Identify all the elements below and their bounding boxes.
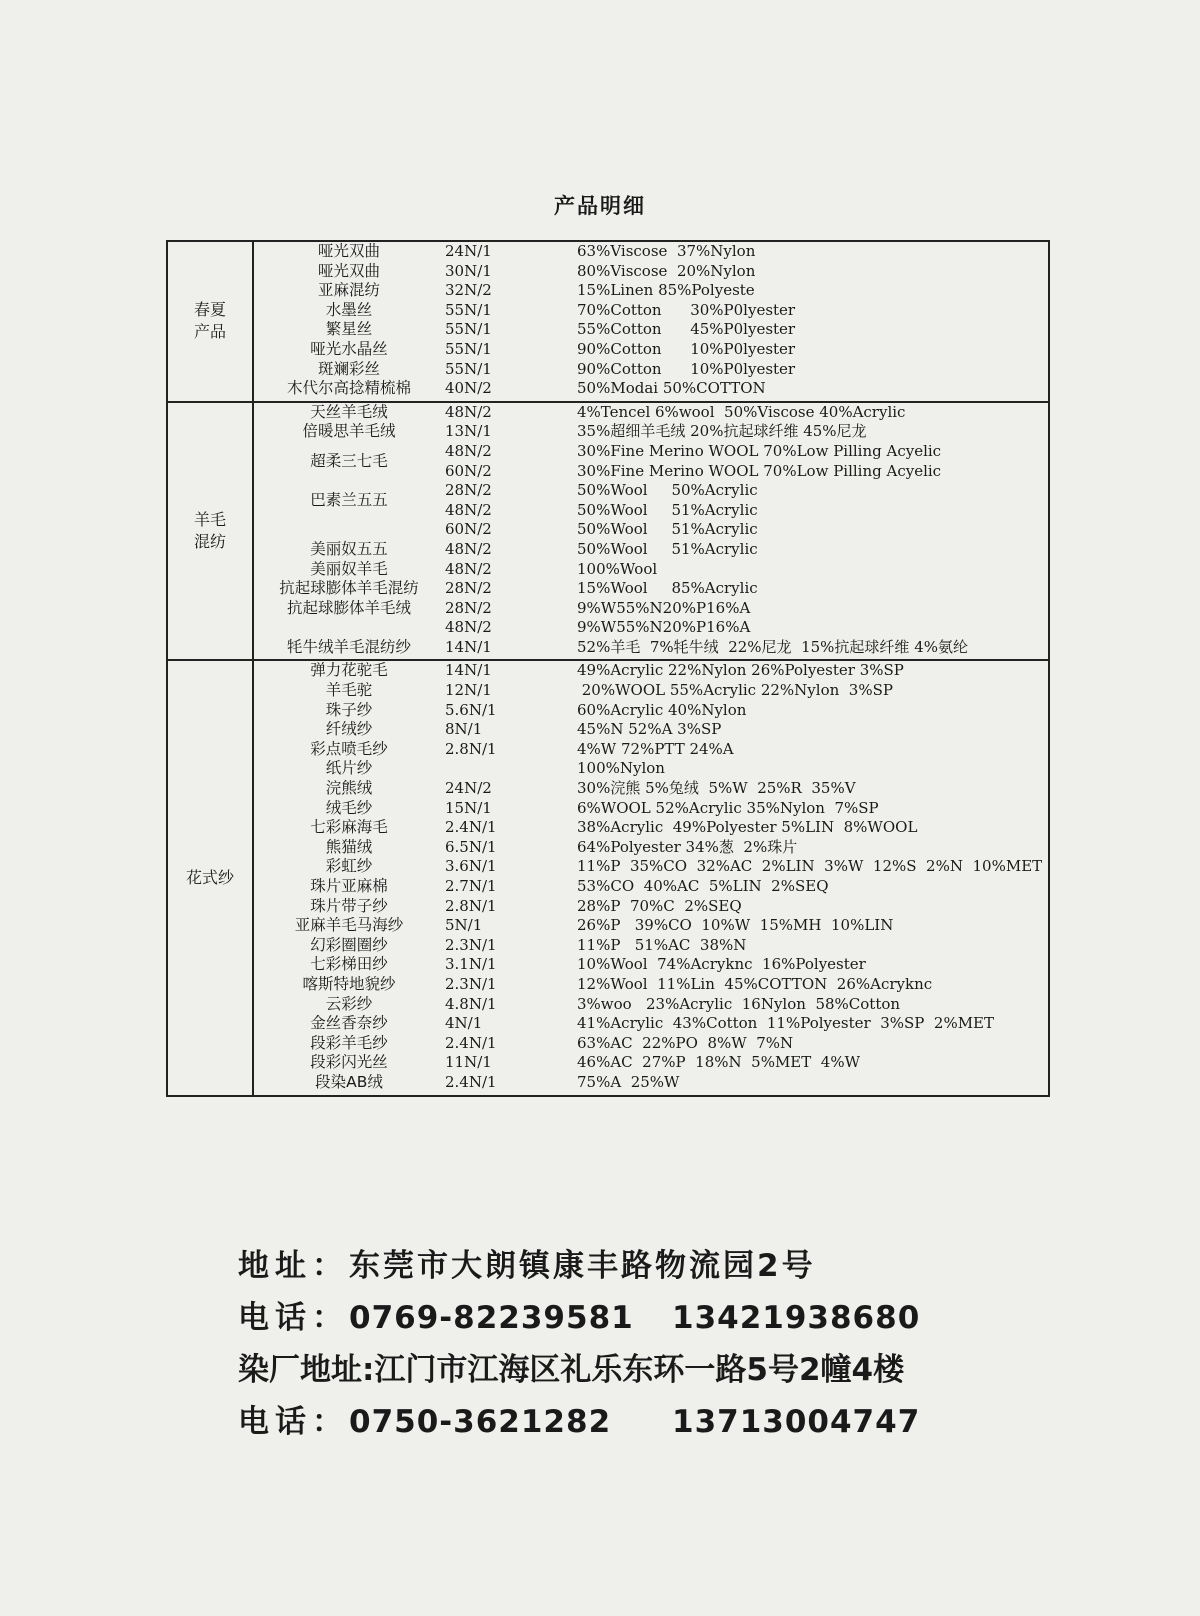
composition: 50%Wool 51%Acrylic — [577, 539, 758, 558]
composition: 12%Wool 11%Lin 45%COTTON 26%Acryknc — [577, 974, 933, 993]
composition: 52%羊毛 7%牦牛绒 22%尼龙 15%抗起球纤维 4%氨纶 — [577, 637, 968, 656]
table-row — [254, 242, 1048, 262]
product-name: 超柔三七毛 — [310, 451, 388, 470]
yarn-count: 4N/1 — [445, 1014, 483, 1033]
yarn-count: 11N/1 — [445, 1053, 492, 1072]
product-name: 段彩闪光丝 — [310, 1053, 388, 1072]
yarn-count: 5N/1 — [445, 916, 483, 935]
yarn-count: 48N/2 — [445, 559, 492, 578]
yarn-count: 40N/2 — [445, 379, 492, 398]
yarn-count: 2.7N/1 — [445, 877, 497, 895]
phone-2: 13421938680 — [672, 1300, 921, 1336]
composition: 100%Nylon — [577, 759, 665, 778]
factory-address-line — [238, 1344, 904, 1396]
yarn-count: 32N/2 — [445, 281, 492, 300]
table-section — [168, 242, 1048, 403]
composition: 90%Cotton 10%P0lyester — [577, 339, 796, 358]
composition: 50%Wool 51%Acrylic — [577, 500, 758, 519]
composition: 50%Wool 50%Acrylic — [577, 481, 758, 500]
product-name: 亚麻混纺 — [317, 281, 380, 300]
yarn-count: 48N/2 — [445, 402, 492, 421]
factory-phone-line — [238, 1396, 921, 1448]
yarn-count: 60N/2 — [445, 520, 492, 539]
table-row — [254, 995, 1048, 1015]
composition: 60%Acrylic 40%Nylon — [577, 700, 747, 719]
yarn-count: 55N/1 — [445, 359, 492, 378]
composition: 30%浣熊 5%兔绒 5%W 25%R 35%V — [577, 779, 856, 798]
composition: 26%P 39%CO 10%W 15%MH 10%LIN — [577, 916, 894, 935]
composition: 50%Modai 50%COTTON — [577, 379, 766, 398]
product-name: 七彩梯田纱 — [310, 955, 388, 974]
table-row — [254, 877, 1048, 897]
product-name: 美丽奴五五 — [310, 539, 388, 558]
yarn-count: 24N/1 — [445, 242, 492, 260]
composition: 45%N 52%A 3%SP — [577, 720, 722, 739]
product-name: 繁星丝 — [325, 320, 373, 339]
table-row — [254, 441, 1048, 470]
composition: 15%Wool 85%Acrylic — [577, 579, 758, 598]
address-value: 东莞市大朗镇康丰路物流园2号 — [349, 1248, 816, 1284]
composition: 50%Wool 51%Acrylic — [577, 520, 758, 539]
yarn-count: 2.4N/1 — [445, 1033, 497, 1052]
product-name: 羊毛驼 — [325, 681, 373, 700]
yarn-count: 48N/2 — [445, 500, 492, 519]
product-name: 纸片纱 — [325, 759, 373, 778]
section-rows — [254, 403, 1048, 660]
composition: 10%Wool 74%Acryknc 16%Polyester — [577, 955, 866, 974]
table-row — [254, 759, 1048, 779]
yarn-count: 4.8N/1 — [445, 994, 497, 1013]
yarn-count: 28N/2 — [445, 481, 492, 500]
product-name: 彩虹纱 — [325, 857, 373, 876]
address-label: 地址： — [238, 1248, 349, 1284]
factory-phone-2: 13713004747 — [672, 1404, 921, 1440]
table-row — [254, 1073, 1048, 1093]
yarn-count: 15N/1 — [445, 798, 492, 817]
product-name: 金丝香奈纱 — [310, 1014, 388, 1033]
composition: 38%Acrylic 49%Polyester 5%LIN 8%WOOL — [577, 818, 918, 837]
product-name: 熊猫绒 — [325, 837, 373, 856]
composition: 4%W 72%PTT 24%A — [577, 739, 734, 758]
table-section — [168, 661, 1048, 1094]
table-row — [254, 281, 1048, 301]
table-row — [254, 740, 1048, 760]
table-row — [254, 520, 1048, 540]
product-name: 浣熊绒 — [325, 779, 373, 798]
product-name: 珠子纱 — [325, 700, 373, 719]
phone-label: 电话： — [238, 1300, 349, 1336]
yarn-count: 8N/1 — [445, 720, 483, 739]
table-section — [168, 403, 1048, 662]
composition: 100%Wool — [577, 559, 658, 578]
table-row — [254, 720, 1048, 740]
product-name: 哑光双曲 — [317, 261, 380, 280]
composition: 55%Cotton 45%P0lyester — [577, 320, 796, 339]
yarn-count: 3.6N/1 — [445, 857, 497, 876]
composition: 30%Fine Merino WOOL 70%Low Pilling Acyelic — [577, 441, 942, 460]
table-row — [254, 379, 1048, 399]
yarn-count: 2.8N/1 — [445, 896, 497, 915]
composition: 20%WOOL 55%Acrylic 22%Nylon 3%SP — [577, 681, 893, 700]
yarn-count: 14N/1 — [445, 661, 492, 680]
page-title: 产品明细 — [554, 194, 646, 218]
yarn-count: 48N/2 — [445, 441, 492, 460]
section-category: 春夏 产品 — [168, 242, 254, 401]
factory-phone-1: 0750-3621282 — [349, 1404, 612, 1440]
composition: 90%Cotton 10%P0lyester — [577, 359, 796, 378]
product-table — [166, 240, 1050, 1097]
table-row — [254, 818, 1048, 838]
composition: 41%Acrylic 43%Cotton 11%Polyester 3%SP 2%MET — [577, 1014, 995, 1033]
product-name: 抗起球膨体羊毛绒 — [286, 598, 411, 617]
product-name: 巴素兰五五 — [310, 491, 388, 510]
composition: 9%W55%N20%P16%A — [577, 598, 751, 617]
table-row — [254, 661, 1048, 681]
product-name: 天丝羊毛绒 — [310, 402, 388, 421]
yarn-count: 6.5N/1 — [445, 837, 497, 856]
product-name: 木代尔高捻精梳棉 — [286, 379, 411, 398]
composition: 63%AC 22%PO 8%W 7%N — [577, 1033, 794, 1052]
yarn-count: 3.1N/1 — [445, 955, 497, 974]
composition: 63%Viscose 37%Nylon — [577, 242, 756, 260]
product-name: 绒毛纱 — [325, 798, 373, 817]
table-row — [254, 838, 1048, 858]
product-name: 美丽奴羊毛 — [310, 559, 388, 578]
table-row — [254, 540, 1048, 560]
yarn-count: 14N/1 — [445, 637, 492, 656]
table-row — [254, 618, 1048, 638]
table-row — [254, 599, 1048, 619]
composition: 30%Fine Merino WOOL 70%Low Pilling Acyelic — [577, 461, 942, 480]
yarn-count: 2.4N/1 — [445, 1072, 497, 1091]
composition: 49%Acrylic 22%Nylon 26%Polyester 3%SP — [577, 661, 904, 680]
factory-address-label: 染厂地址: — [238, 1352, 375, 1388]
composition: 80%Viscose 20%Nylon — [577, 261, 756, 280]
address-line — [238, 1240, 904, 1292]
table-row — [254, 360, 1048, 380]
product-name: 七彩麻海毛 — [310, 818, 388, 837]
section-category: 花式纱 — [168, 661, 254, 1094]
factory-phone-label: 电话： — [238, 1404, 349, 1440]
composition: 46%AC 27%P 18%N 5%MET 4%W — [577, 1053, 861, 1072]
product-name: 段染AB绒 — [315, 1072, 383, 1091]
yarn-count: 2.4N/1 — [445, 818, 497, 837]
yarn-count: 48N/2 — [445, 618, 492, 637]
table-row — [254, 916, 1048, 936]
yarn-count: 55N/1 — [445, 320, 492, 339]
product-name: 哑光双曲 — [317, 242, 380, 260]
product-name: 段彩羊毛纱 — [310, 1033, 388, 1052]
product-name: 倍暖思羊毛绒 — [302, 422, 396, 441]
product-name: 纤绒纱 — [325, 720, 373, 739]
yarn-count: 48N/2 — [445, 539, 492, 558]
factory-address-value: 江门市江海区礼乐东环一路5号2幢4楼 — [374, 1352, 905, 1388]
product-name: 水墨丝 — [325, 300, 373, 319]
table-row — [254, 422, 1048, 442]
table-row — [254, 779, 1048, 799]
yarn-count: 55N/1 — [445, 339, 492, 358]
table-row — [254, 462, 1048, 482]
yarn-count: 28N/2 — [445, 579, 492, 598]
table-row — [254, 560, 1048, 580]
table-row — [254, 320, 1048, 340]
table-row — [254, 936, 1048, 956]
composition: 70%Cotton 30%P0lyester — [577, 300, 796, 319]
yarn-count: 55N/1 — [445, 300, 492, 319]
composition: 64%Polyester 34%葱 2%珠片 — [577, 837, 798, 856]
product-name: 牦牛绒羊毛混纺纱 — [286, 637, 411, 656]
product-name: 抗起球膨体羊毛混纺 — [279, 579, 419, 598]
table-row — [254, 701, 1048, 721]
table-row — [254, 638, 1048, 658]
product-name: 珠片亚麻棉 — [310, 877, 388, 895]
section-category: 羊毛 混纺 — [168, 403, 254, 660]
section-rows — [254, 242, 1048, 401]
yarn-count: 28N/2 — [445, 598, 492, 617]
table-row — [254, 301, 1048, 321]
table-row — [254, 857, 1048, 877]
product-name: 喀斯特地貌纱 — [302, 974, 396, 993]
product-name: 亚麻羊毛马海纱 — [294, 916, 404, 935]
table-row — [254, 262, 1048, 282]
table-row — [254, 681, 1048, 701]
composition: 28%P 70%C 2%SEQ — [577, 896, 742, 915]
phone-line — [238, 1292, 921, 1344]
table-row — [254, 1014, 1048, 1034]
composition: 3%woo 23%Acrylic 16Nylon 58%Cotton — [577, 994, 901, 1013]
composition: 75%A 25%W — [577, 1072, 680, 1091]
product-name: 云彩纱 — [325, 994, 373, 1013]
table-row — [254, 340, 1048, 360]
composition: 11%P 35%CO 32%AC 2%LIN 3%W 12%S 2%N 10%MET — [577, 857, 1043, 876]
yarn-count: 2.3N/1 — [445, 974, 497, 993]
table-row — [254, 897, 1048, 917]
yarn-count: 2.3N/1 — [445, 935, 497, 954]
yarn-count: 30N/1 — [445, 261, 492, 280]
yarn-count: 24N/2 — [445, 779, 492, 798]
composition: 11%P 51%AC 38%N — [577, 935, 747, 954]
composition: 9%W55%N20%P16%A — [577, 618, 751, 637]
yarn-count: 60N/2 — [445, 461, 492, 480]
section-rows — [254, 661, 1048, 1094]
table-row — [254, 579, 1048, 599]
product-name: 珠片带子纱 — [310, 896, 388, 915]
table-row — [254, 799, 1048, 819]
table-row — [254, 1034, 1048, 1054]
yarn-count: 5.6N/1 — [445, 700, 497, 719]
table-row — [254, 403, 1048, 423]
contact-block — [238, 1240, 921, 1448]
yarn-count: 13N/1 — [445, 422, 492, 441]
composition: 4%Tencel 6%wool 50%Viscose 40%Acrylic — [577, 402, 906, 421]
product-name: 哑光水晶丝 — [310, 339, 388, 358]
phone-1: 0769-82239581 — [349, 1300, 634, 1336]
table-row — [254, 501, 1048, 521]
table-row — [254, 975, 1048, 995]
product-name: 彩点喷毛纱 — [310, 739, 388, 758]
composition: 35%超细羊毛绒 20%抗起球纤维 45%尼龙 — [577, 422, 867, 441]
composition: 15%Linen 85%Polyeste — [577, 281, 755, 300]
composition: 6%WOOL 52%Acrylic 35%Nylon 7%SP — [577, 798, 879, 817]
table-row — [254, 1053, 1048, 1073]
yarn-count: 2.8N/1 — [445, 739, 497, 758]
composition: 53%CO 40%AC 5%LIN 2%SEQ — [577, 877, 829, 895]
product-name: 弹力花驼毛 — [310, 661, 388, 680]
product-name: 斑斓彩丝 — [317, 359, 380, 378]
table-row — [254, 955, 1048, 975]
yarn-count: 12N/1 — [445, 681, 492, 700]
product-name: 幻彩圈圈纱 — [310, 935, 388, 954]
